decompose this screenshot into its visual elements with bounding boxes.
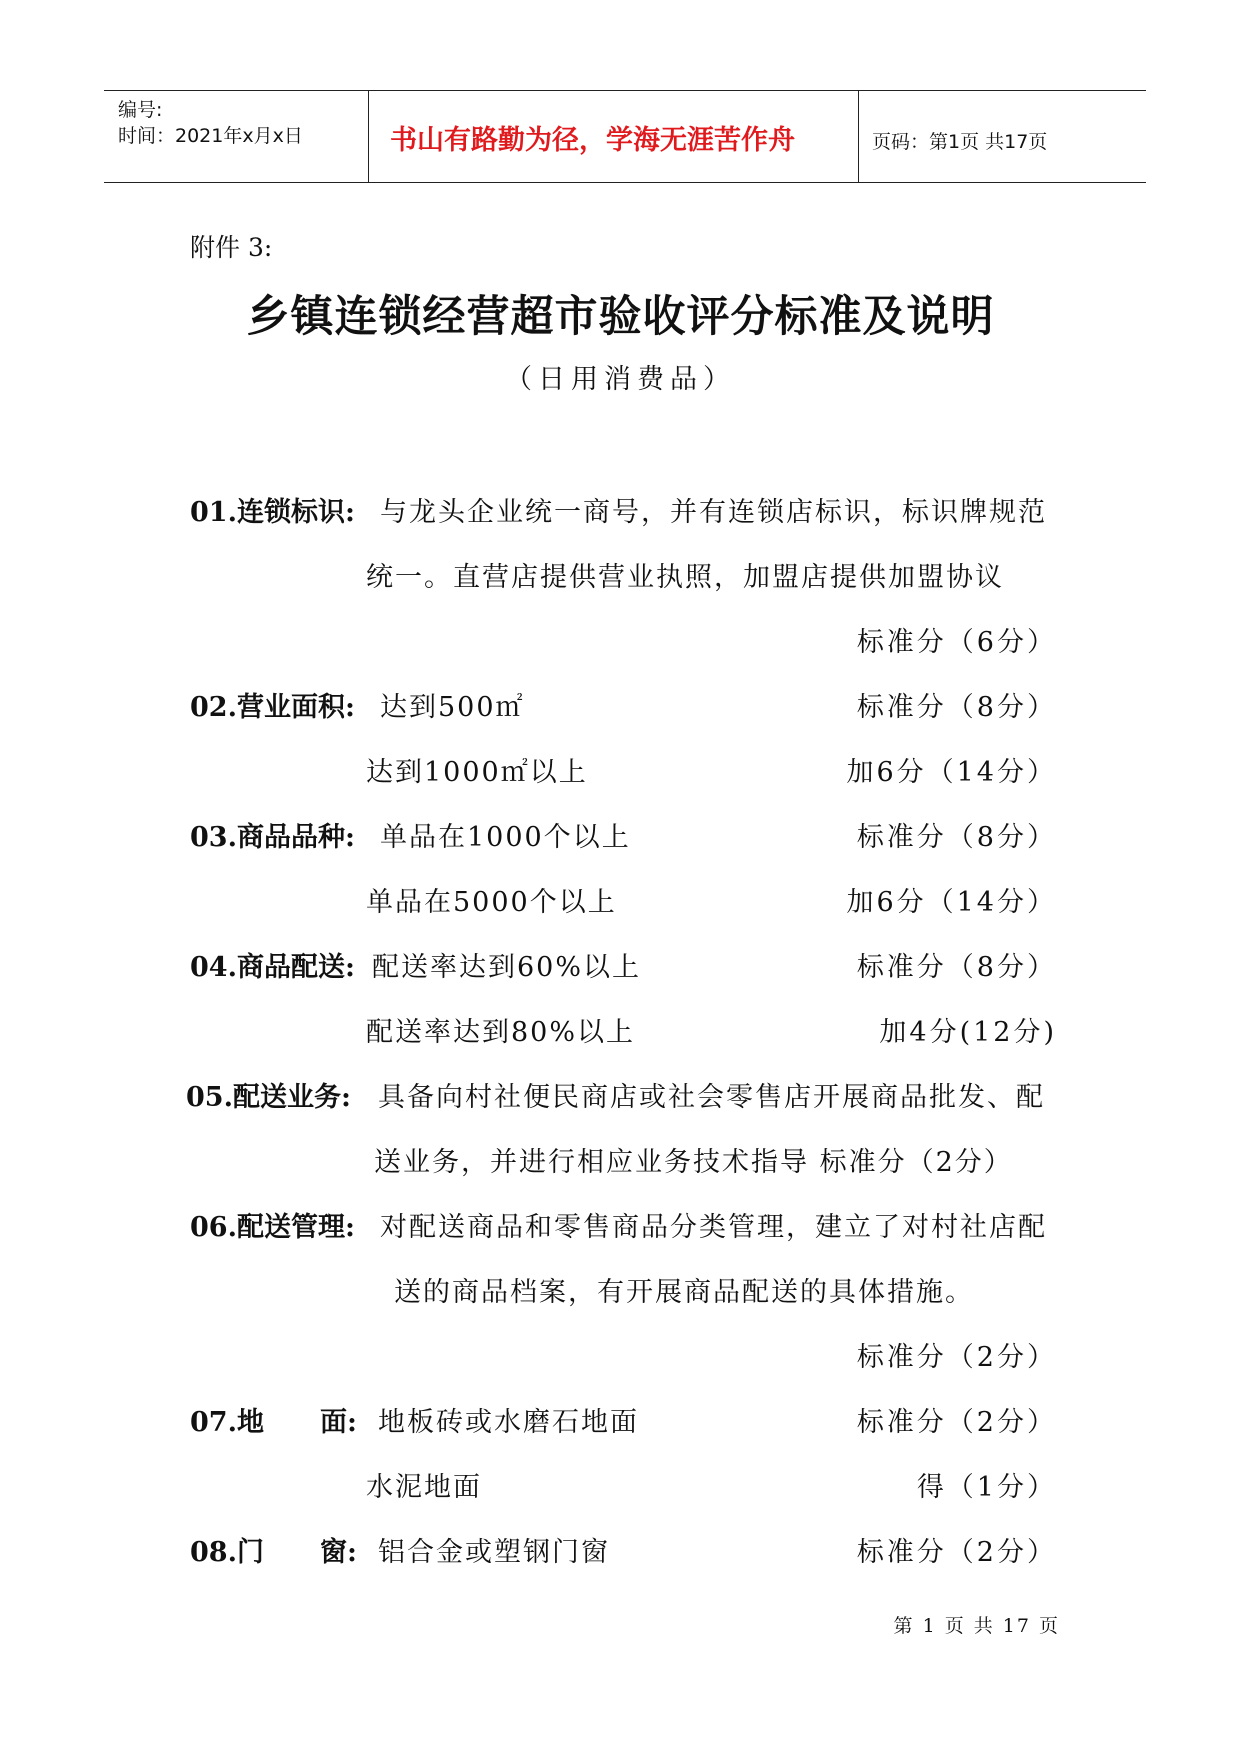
item-05-label: 05.配送业务: [186, 1082, 351, 1113]
item-07-text-line1: 地板砖或水磨石地面 [378, 1407, 639, 1438]
item-03-text-line1: 单品在1000个以上 [380, 822, 631, 853]
item-06-text-line1: 对配送商品和零售商品分类管理，建立了对村社店配 [380, 1212, 1047, 1243]
item-02-text-line2: 达到1000㎡以上 [366, 757, 588, 788]
item-04-score2: 加4分(12分) [879, 1017, 1057, 1048]
item-04-label: 04.商品配送: [190, 952, 355, 983]
item-08-score1: 标准分（2分） [856, 1537, 1057, 1568]
item-04-text-line1: 配送率达到60%以上 [372, 952, 642, 983]
page-footer: 第 1 页 共 17 页 [893, 1615, 1060, 1637]
item-03-label: 03.商品品种: [190, 822, 355, 853]
header-page-info: 页码：第1页 共17页 [872, 131, 1048, 153]
page-subtitle: （日用消费品） [505, 364, 736, 395]
item-04-text-line2: 配送率达到80%以上 [366, 1017, 636, 1048]
header-slogan: 书山有路勤为径，学海无涯苦作舟 [390, 125, 795, 156]
header-bottom-rule [104, 182, 1146, 183]
item-05-text-line1: 具备向村社便民商店或社会零售店开展商品批发、配 [378, 1082, 1045, 1113]
item-02-label: 02.营业面积: [190, 692, 355, 723]
item-06-label: 06.配送管理: [190, 1212, 355, 1243]
header-number-label: 编号: [118, 99, 163, 121]
item-07-label-end: 面: [320, 1407, 357, 1438]
item-01-text-line1: 与龙头企业统一商号，并有连锁店标识，标识牌规范 [380, 497, 1047, 528]
item-08-label-end: 窗: [320, 1537, 357, 1568]
item-04-score1: 标准分（8分） [856, 952, 1057, 983]
item-02-score2: 加6分（14分） [846, 757, 1057, 788]
item-01-score: 标准分（6分） [856, 627, 1057, 658]
header-divider-left [368, 90, 369, 183]
item-01-label: 01.连锁标识: [190, 497, 355, 528]
item-02-score1: 标准分（8分） [856, 692, 1057, 723]
item-07-label-number: 07.地 [190, 1407, 264, 1438]
item-08-label-number: 08.门 [190, 1537, 264, 1568]
header-time-label: 时间：2021年x月x日 [118, 125, 303, 147]
item-06-score: 标准分（2分） [856, 1342, 1057, 1373]
item-03-score2: 加6分（14分） [846, 887, 1057, 918]
item-01-text-line2: 统一。直营店提供营业执照，加盟店提供加盟协议 [366, 562, 1004, 593]
header-top-rule [104, 90, 1146, 91]
item-06-text-line2: 送的商品档案，有开展商品配送的具体措施。 [394, 1277, 974, 1308]
annex-label: 附件 3: [190, 233, 273, 262]
item-07-score2: 得（1分） [916, 1472, 1057, 1503]
item-03-score1: 标准分（8分） [856, 822, 1057, 853]
item-07-text-line2: 水泥地面 [366, 1472, 482, 1503]
item-08-text-line1: 铝合金或塑钢门窗 [378, 1537, 610, 1568]
page-title: 乡镇连锁经营超市验收评分标准及说明 [246, 292, 995, 342]
item-07-score1: 标准分（2分） [856, 1407, 1057, 1438]
item-02-text-line1: 达到500㎡ [380, 692, 525, 723]
item-03-text-line2: 单品在5000个以上 [366, 887, 617, 918]
item-05-text-line2: 送业务，并进行相应业务技术指导 标准分（2分） [374, 1147, 1013, 1178]
header-divider-right [858, 90, 859, 183]
